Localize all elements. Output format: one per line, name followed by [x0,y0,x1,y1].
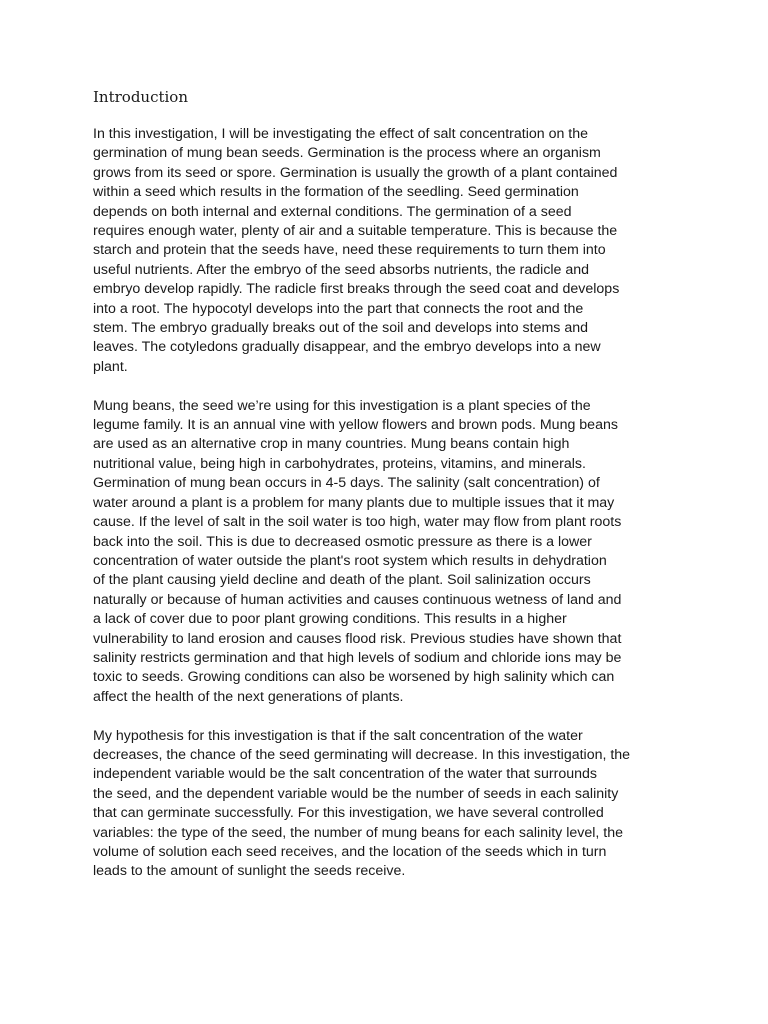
text-line: the seed, and the dependent variable would be the number of seeds in each salinity [93,785,619,802]
text-line: stem. The embryo gradually breaks out of the soil and develops into stems and [93,320,588,337]
text-line: of the plant causing yield decline and death of the plant. Soil salinization occurs [93,572,591,589]
text-line: a lack of cover due to poor plant growing conditions. This results in a higher [93,611,567,628]
text-line: Mung beans, the seed we’re using for this investigation is a plant species of the [93,397,591,414]
text-line: concentration of water outside the plant's root system which results in dehydration [93,552,607,569]
text-line: germination of mung bean seeds. Germination is the process where an organism [93,145,601,162]
text-line: requires enough water, plenty of air and a suitable temperature. This is because the [93,223,618,240]
text-line: embryo develop rapidly. The radicle first breaks through the seed coat and develops [93,281,620,298]
text-line: into a root. The hypocotyl develops into the part that connects the root and the [93,300,584,317]
text-line: salinity restricts germination and that high levels of sodium and chloride ions may be [93,649,622,666]
text-line: back into the soil. This is due to decreased osmotic pressure as there is a lower [93,533,592,550]
text-line: naturally or because of human activities and causes continuous wetness of land and [93,591,622,608]
paragraph [93,125,683,377]
text-line: leads to the amount of sunlight the seeds receive. [93,863,406,880]
text-line: volume of solution each seed receives, and the location of the seeds which in turn [93,844,607,860]
text-line: nutritional value, being high in carbohydrates, proteins, vitamins, and minerals. [93,455,586,472]
text-line: vulnerability to land erosion and causes flood risk. Previous studies have shown that [93,630,622,647]
text-line: Germination of mung bean occurs in 4-5 days. The salinity (salt concentration) of [93,475,600,492]
text-line: legume family. It is an annual vine with yellow flowers and brown pods. Mung beans [93,417,618,434]
text-line: decreases, the chance of the seed germinating will decrease. In this investigation, the [93,746,631,763]
paragraph [93,397,683,708]
text-line: leaves. The cotyledons gradually disappear, and the embryo develops into a new [93,339,601,356]
text-line: water around a plant is a problem for many plants due to multiple issues that it may [93,494,615,511]
text-line: variables: the type of the seed, the number of mung beans for each salinity level, the [93,824,623,841]
text-line: useful nutrients. After the embryo of the seed absorbs nutrients, the radicle and [93,261,590,278]
text-line: affect the health of the next generations of plants. [93,688,404,705]
text-line: cause. If the level of salt in the soil water is too high, water may flow from plant roots [93,514,622,531]
text-line: toxic to seeds. Growing conditions can also be worsened by high salinity which can [93,669,615,686]
text-line: are used as an alternative crop in many countries. Mung beans contain high [93,436,570,453]
text-line: In this investigation, I will be investigating the effect of salt concentration on the [93,126,589,142]
text-line: independent variable would be the salt concentration of the water that surrounds [93,766,597,783]
text-line: within a seed which results in the formation of the seedling. Seed germination [93,184,579,201]
document-page [93,86,683,901]
text-line: plant. [93,358,128,375]
text-line: My hypothesis for this investigation is that if the salt concentration of the water [93,727,583,744]
paragraph [93,727,683,882]
section-heading: Introduction [93,88,188,106]
text-line: depends on both internal and external conditions. The germination of a seed [93,203,572,220]
text-line: grows from its seed or spore. Germination is usually the growth of a plant contained [93,164,618,181]
text-line: starch and protein that the seeds have, need these requirements to turn them into [93,242,606,259]
text-line: that can germinate successfully. For this investigation, we have several controlled [93,805,604,822]
body-text [93,125,683,882]
